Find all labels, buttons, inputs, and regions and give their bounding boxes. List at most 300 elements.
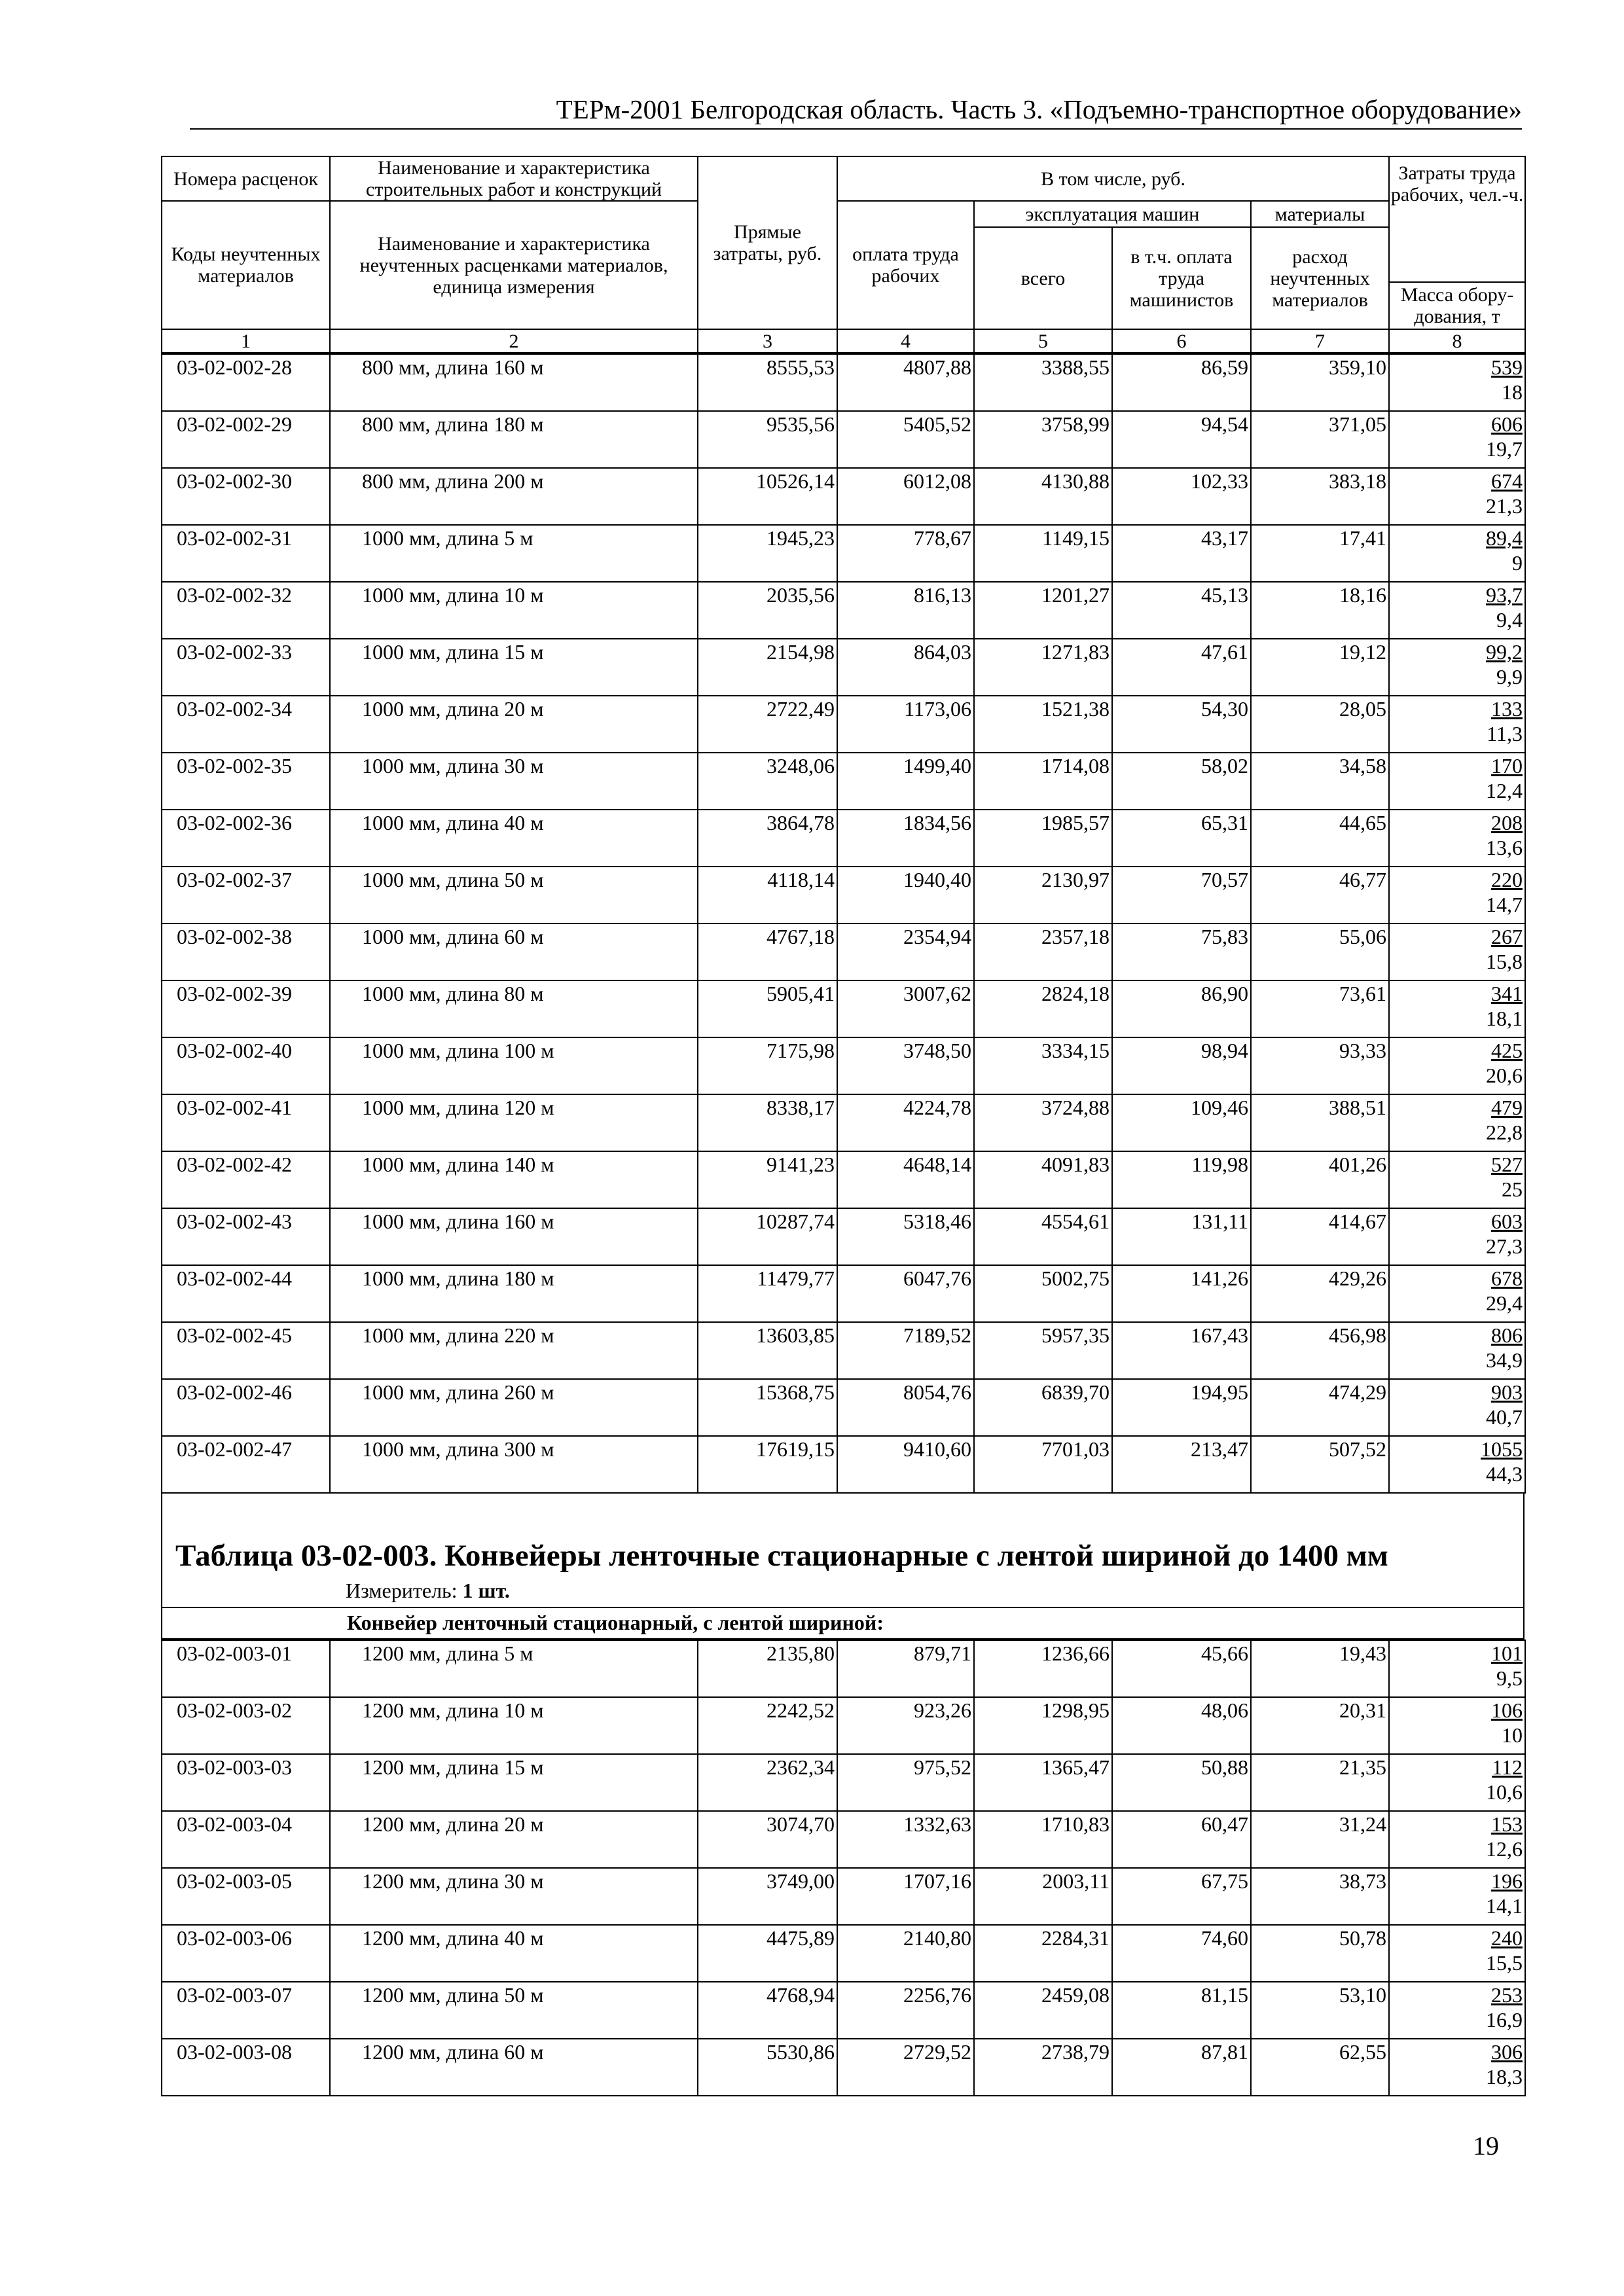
work-name: 800 мм, длина 200 м <box>330 468 698 525</box>
direct-cost: 4118,14 <box>698 867 837 924</box>
direct-cost: 8338,17 <box>698 1094 837 1151</box>
table-row <box>162 810 1525 867</box>
group-heading: Конвейер ленточный стационарный, с лентой шириной: <box>161 1607 1525 1640</box>
worker-pay: 2729,52 <box>837 2039 974 2096</box>
labor-hours: 527 <box>1491 1153 1523 1176</box>
operator-pay: 98,94 <box>1112 1037 1251 1094</box>
header-rate-numbers: Номера расценок <box>162 156 330 201</box>
equipment-mass: 13,6 <box>1486 836 1523 859</box>
worker-pay: 9410,60 <box>837 1436 974 1493</box>
labor-and-mass <box>1389 411 1525 468</box>
worker-pay: 1332,63 <box>837 1811 974 1868</box>
materials-cost: 371,05 <box>1251 411 1389 468</box>
column-number: 8 <box>1389 329 1525 353</box>
materials-cost: 20,31 <box>1251 1697 1389 1754</box>
equipment-mass: 19,7 <box>1486 437 1523 461</box>
direct-cost: 2154,98 <box>698 639 837 696</box>
labor-and-mass <box>1389 1925 1525 1982</box>
work-name: 1000 мм, длина 140 м <box>330 1151 698 1208</box>
operator-pay: 86,59 <box>1112 354 1251 411</box>
labor-and-mass <box>1389 1697 1525 1754</box>
labor-hours: 425 <box>1491 1039 1523 1062</box>
labor-and-mass <box>1389 354 1525 411</box>
worker-pay: 1707,16 <box>837 1868 974 1925</box>
unit-label: Измеритель: <box>346 1579 458 1602</box>
equipment-mass: 18,1 <box>1486 1007 1523 1030</box>
labor-hours: 93,7 <box>1486 583 1523 607</box>
header-labor-hours: Затраты труда рабочих, чел.-ч. <box>1390 162 1524 206</box>
work-name: 800 мм, длина 160 м <box>330 354 698 411</box>
equipment-mass: 16,9 <box>1486 2008 1523 2032</box>
labor-hours: 220 <box>1491 868 1523 891</box>
column-number: 3 <box>698 329 837 353</box>
machines-total: 3334,15 <box>974 1037 1112 1094</box>
labor-and-mass <box>1389 1811 1525 1868</box>
direct-cost: 8555,53 <box>698 354 837 411</box>
direct-cost: 5905,41 <box>698 980 837 1037</box>
rate-code: 03-02-003-03 <box>162 1754 330 1811</box>
operator-pay: 48,06 <box>1112 1697 1251 1754</box>
operator-pay: 70,57 <box>1112 867 1251 924</box>
machines-total: 1201,27 <box>974 582 1112 639</box>
operator-pay: 50,88 <box>1112 1754 1251 1811</box>
table-row <box>162 1208 1525 1265</box>
machines-total: 3724,88 <box>974 1094 1112 1151</box>
rates-table-03-02-003 <box>161 1640 1526 2096</box>
header-machines: эксплуатация машин <box>974 201 1251 227</box>
header-including: В том числе, руб. <box>837 156 1389 201</box>
materials-cost: 21,35 <box>1251 1754 1389 1811</box>
labor-and-mass <box>1389 867 1525 924</box>
operator-pay: 60,47 <box>1112 1811 1251 1868</box>
worker-pay: 3748,50 <box>837 1037 974 1094</box>
labor-hours: 1055 <box>1481 1437 1523 1461</box>
machines-total: 3758,99 <box>974 411 1112 468</box>
materials-cost: 359,10 <box>1251 354 1389 411</box>
labor-hours: 678 <box>1491 1266 1523 1290</box>
machines-total: 7701,03 <box>974 1436 1112 1493</box>
rate-code: 03-02-002-36 <box>162 810 330 867</box>
work-name: 1000 мм, длина 15 м <box>330 639 698 696</box>
materials-cost: 18,16 <box>1251 582 1389 639</box>
labor-and-mass <box>1389 1208 1525 1265</box>
equipment-mass: 27,3 <box>1486 1234 1523 1258</box>
table-row <box>162 1379 1525 1436</box>
operator-pay: 58,02 <box>1112 753 1251 810</box>
materials-cost: 507,52 <box>1251 1436 1389 1493</box>
materials-cost: 429,26 <box>1251 1265 1389 1322</box>
direct-cost: 2722,49 <box>698 696 837 753</box>
equipment-mass: 21,3 <box>1486 494 1523 518</box>
worker-pay: 3007,62 <box>837 980 974 1037</box>
table-row <box>162 639 1525 696</box>
work-name: 1000 мм, длина 80 м <box>330 980 698 1037</box>
machines-total: 1985,57 <box>974 810 1112 867</box>
direct-cost: 5530,86 <box>698 2039 837 2096</box>
rate-code: 03-02-002-47 <box>162 1436 330 1493</box>
rate-code: 03-02-003-06 <box>162 1925 330 1982</box>
direct-cost: 2035,56 <box>698 582 837 639</box>
table-row <box>162 1037 1525 1094</box>
labor-hours: 133 <box>1491 697 1523 721</box>
machines-total: 2284,31 <box>974 1925 1112 1982</box>
page-number: 19 <box>1473 2131 1499 2161</box>
work-name: 1000 мм, длина 260 м <box>330 1379 698 1436</box>
work-name: 1200 мм, длина 60 м <box>330 2039 698 2096</box>
operator-pay: 119,98 <box>1112 1151 1251 1208</box>
worker-pay: 1940,40 <box>837 867 974 924</box>
worker-pay: 4648,14 <box>837 1151 974 1208</box>
direct-cost: 2362,34 <box>698 1754 837 1811</box>
rates-table-03-02-002 <box>161 353 1526 1494</box>
rate-code: 03-02-003-04 <box>162 1811 330 1868</box>
machines-total: 1365,47 <box>974 1754 1112 1811</box>
table-row <box>162 1811 1525 1868</box>
header-unaccounted-materials: расход неучтенных материалов <box>1251 227 1389 329</box>
direct-cost: 9141,23 <box>698 1151 837 1208</box>
work-name: 1000 мм, длина 5 м <box>330 525 698 582</box>
labor-hours: 341 <box>1491 982 1523 1005</box>
column-number: 7 <box>1251 329 1389 353</box>
operator-pay: 141,26 <box>1112 1265 1251 1322</box>
operator-pay: 86,90 <box>1112 980 1251 1037</box>
table-row <box>162 1265 1525 1322</box>
labor-and-mass <box>1389 696 1525 753</box>
header-machines-total: всего <box>974 227 1112 329</box>
direct-cost: 1945,23 <box>698 525 837 582</box>
labor-hours: 208 <box>1491 811 1523 834</box>
work-name: 1000 мм, длина 120 м <box>330 1094 698 1151</box>
direct-cost: 3248,06 <box>698 753 837 810</box>
rate-code: 03-02-002-38 <box>162 924 330 980</box>
work-name: 1000 мм, длина 10 м <box>330 582 698 639</box>
labor-and-mass <box>1389 1094 1525 1151</box>
column-number: 4 <box>837 329 974 353</box>
materials-cost: 44,65 <box>1251 810 1389 867</box>
direct-cost: 13603,85 <box>698 1322 837 1379</box>
materials-cost: 34,58 <box>1251 753 1389 810</box>
table-title: Таблица 03-02-003. Конвейеры ленточные стационарные с лентой шириной до 1400 мм <box>175 1539 1388 1573</box>
column-number: 5 <box>974 329 1112 353</box>
equipment-mass: 15,5 <box>1486 1951 1523 1975</box>
labor-hours: 170 <box>1491 754 1523 778</box>
equipment-mass: 34,9 <box>1486 1348 1523 1372</box>
equipment-mass: 25 <box>1502 1177 1523 1201</box>
labor-hours: 153 <box>1491 1812 1523 1836</box>
labor-hours: 240 <box>1491 1926 1523 1950</box>
machines-total: 4130,88 <box>974 468 1112 525</box>
table-row <box>162 1868 1525 1925</box>
machines-total: 5002,75 <box>974 1265 1112 1322</box>
labor-hours: 89,4 <box>1486 526 1523 550</box>
machines-total: 2130,97 <box>974 867 1112 924</box>
work-name: 1000 мм, длина 220 м <box>330 1322 698 1379</box>
labor-hours: 112 <box>1492 1755 1523 1779</box>
rate-code: 03-02-002-39 <box>162 980 330 1037</box>
rate-code: 03-02-002-40 <box>162 1037 330 1094</box>
rate-code: 03-02-002-42 <box>162 1151 330 1208</box>
table-row <box>162 411 1525 468</box>
work-name: 1200 мм, длина 20 м <box>330 1811 698 1868</box>
machines-total: 4091,83 <box>974 1151 1112 1208</box>
materials-cost: 401,26 <box>1251 1151 1389 1208</box>
rate-code: 03-02-002-35 <box>162 753 330 810</box>
work-name: 1000 мм, длина 40 м <box>330 810 698 867</box>
rate-code: 03-02-002-37 <box>162 867 330 924</box>
table-caption <box>161 1494 1525 1607</box>
table-row <box>162 1436 1525 1493</box>
labor-and-mass <box>1389 639 1525 696</box>
labor-and-mass <box>1389 582 1525 639</box>
worker-pay: 864,03 <box>837 639 974 696</box>
operator-pay: 213,47 <box>1112 1436 1251 1493</box>
equipment-mass: 18 <box>1502 380 1523 404</box>
operator-pay: 74,60 <box>1112 1925 1251 1982</box>
machines-total: 2459,08 <box>974 1982 1112 2039</box>
table-row <box>162 1982 1525 2039</box>
rate-code: 03-02-002-32 <box>162 582 330 639</box>
labor-and-mass <box>1389 1640 1525 1697</box>
labor-and-mass <box>1389 1754 1525 1811</box>
work-name: 1200 мм, длина 10 м <box>330 1697 698 1754</box>
materials-cost: 55,06 <box>1251 924 1389 980</box>
work-name: 800 мм, длина 180 м <box>330 411 698 468</box>
labor-and-mass <box>1389 810 1525 867</box>
materials-cost: 456,98 <box>1251 1322 1389 1379</box>
machines-total: 1710,83 <box>974 1811 1112 1868</box>
direct-cost: 11479,77 <box>698 1265 837 1322</box>
labor-hours: 603 <box>1491 1210 1523 1233</box>
table-row <box>162 2039 1525 2096</box>
direct-cost: 7175,98 <box>698 1037 837 1094</box>
table-row <box>162 924 1525 980</box>
materials-cost: 17,41 <box>1251 525 1389 582</box>
direct-cost: 10526,14 <box>698 468 837 525</box>
operator-pay: 94,54 <box>1112 411 1251 468</box>
equipment-mass: 9,4 <box>1496 608 1523 632</box>
worker-pay: 2354,94 <box>837 924 974 980</box>
rate-code: 03-02-003-07 <box>162 1982 330 2039</box>
worker-pay: 4224,78 <box>837 1094 974 1151</box>
direct-cost: 4768,94 <box>698 1982 837 2039</box>
table-row <box>162 1697 1525 1754</box>
labor-and-mass <box>1389 525 1525 582</box>
equipment-mass: 9,9 <box>1496 665 1523 689</box>
equipment-mass: 22,8 <box>1486 1121 1523 1144</box>
labor-and-mass <box>1389 1436 1525 1493</box>
machines-total: 4554,61 <box>974 1208 1112 1265</box>
equipment-mass: 14,1 <box>1486 1894 1523 1918</box>
work-name: 1000 мм, длина 100 м <box>330 1037 698 1094</box>
equipment-mass: 18,3 <box>1486 2065 1523 2089</box>
worker-pay: 7189,52 <box>837 1322 974 1379</box>
worker-pay: 5318,46 <box>837 1208 974 1265</box>
table-row <box>162 1754 1525 1811</box>
rate-code: 03-02-002-30 <box>162 468 330 525</box>
rate-code: 03-02-002-29 <box>162 411 330 468</box>
labor-hours: 99,2 <box>1486 640 1523 664</box>
labor-and-mass <box>1389 468 1525 525</box>
materials-cost: 53,10 <box>1251 1982 1389 2039</box>
labor-and-mass <box>1389 980 1525 1037</box>
equipment-mass: 20,6 <box>1486 1064 1523 1087</box>
rate-code: 03-02-002-43 <box>162 1208 330 1265</box>
machines-total: 6839,70 <box>974 1379 1112 1436</box>
work-name: 1200 мм, длина 5 м <box>330 1640 698 1697</box>
rate-code: 03-02-002-33 <box>162 639 330 696</box>
equipment-mass: 10,6 <box>1486 1780 1523 1804</box>
equipment-mass: 15,8 <box>1486 950 1523 973</box>
operator-pay: 87,81 <box>1112 2039 1251 2096</box>
direct-cost: 4767,18 <box>698 924 837 980</box>
labor-hours: 196 <box>1491 1869 1523 1893</box>
worker-pay: 1499,40 <box>837 753 974 810</box>
rates-body-a <box>162 354 1525 1493</box>
materials-cost: 93,33 <box>1251 1037 1389 1094</box>
equipment-mass: 11,3 <box>1487 722 1523 745</box>
equipment-mass: 9 <box>1512 551 1523 575</box>
work-name: 1000 мм, длина 300 м <box>330 1436 698 1493</box>
table-row <box>162 354 1525 411</box>
machines-total: 2003,11 <box>974 1868 1112 1925</box>
column-header-table <box>161 156 1526 353</box>
header-materials: материалы <box>1251 201 1389 227</box>
rate-code: 03-02-003-08 <box>162 2039 330 2096</box>
header-labor-mass-cell <box>1389 156 1525 329</box>
equipment-mass: 14,7 <box>1486 893 1523 916</box>
materials-cost: 28,05 <box>1251 696 1389 753</box>
labor-hours: 306 <box>1491 2040 1523 2064</box>
labor-and-mass <box>1389 924 1525 980</box>
operator-pay: 67,75 <box>1112 1868 1251 1925</box>
operator-pay: 75,83 <box>1112 924 1251 980</box>
work-name: 1200 мм, длина 50 м <box>330 1982 698 2039</box>
labor-hours: 539 <box>1491 355 1523 379</box>
direct-cost: 10287,74 <box>698 1208 837 1265</box>
labor-hours: 267 <box>1491 925 1523 948</box>
equipment-mass: 12,6 <box>1486 1837 1523 1861</box>
unit-value: 1 шт. <box>462 1579 510 1602</box>
direct-cost: 2242,52 <box>698 1697 837 1754</box>
work-name: 1000 мм, длина 160 м <box>330 1208 698 1265</box>
header-operator-pay: в т.ч. оплата труда машинистов <box>1112 227 1251 329</box>
equipment-mass: 44,3 <box>1486 1462 1523 1486</box>
rate-code: 03-02-003-05 <box>162 1868 330 1925</box>
labor-hours: 253 <box>1491 1983 1523 2007</box>
header-direct-costs: Прямые затраты, руб. <box>698 156 837 329</box>
table-row <box>162 980 1525 1037</box>
operator-pay: 81,15 <box>1112 1982 1251 2039</box>
direct-cost: 3864,78 <box>698 810 837 867</box>
direct-cost: 17619,15 <box>698 1436 837 1493</box>
worker-pay: 778,67 <box>837 525 974 582</box>
column-number: 1 <box>162 329 330 353</box>
materials-cost: 19,43 <box>1251 1640 1389 1697</box>
rate-code: 03-02-003-02 <box>162 1697 330 1754</box>
rates-body-b <box>162 1640 1525 2096</box>
direct-cost: 9535,56 <box>698 411 837 468</box>
table-row <box>162 1640 1525 1697</box>
materials-cost: 73,61 <box>1251 980 1389 1037</box>
header-work-name: Наименование и характеристика строительных работ и конструкций <box>330 156 698 201</box>
worker-pay: 2256,76 <box>837 1982 974 2039</box>
direct-cost: 3074,70 <box>698 1811 837 1868</box>
labor-hours: 674 <box>1491 469 1523 493</box>
machines-total: 1521,38 <box>974 696 1112 753</box>
rates-sheet <box>161 156 1525 2096</box>
work-name: 1000 мм, длина 180 м <box>330 1265 698 1322</box>
rate-code: 03-02-002-46 <box>162 1379 330 1436</box>
operator-pay: 54,30 <box>1112 696 1251 753</box>
running-header: ТЕРм-2001 Белгородская область. Часть 3. «Подъемно-транспортное оборудование» <box>556 94 1522 124</box>
worker-pay: 816,13 <box>837 582 974 639</box>
equipment-mass: 29,4 <box>1486 1291 1523 1315</box>
labor-hours: 806 <box>1491 1323 1523 1347</box>
machines-total: 1714,08 <box>974 753 1112 810</box>
worker-pay: 975,52 <box>837 1754 974 1811</box>
work-name: 1200 мм, длина 30 м <box>330 1868 698 1925</box>
table-row <box>162 1322 1525 1379</box>
rate-code: 03-02-002-41 <box>162 1094 330 1151</box>
labor-and-mass <box>1389 1982 1525 2039</box>
materials-cost: 414,67 <box>1251 1208 1389 1265</box>
labor-hours: 606 <box>1491 412 1523 436</box>
materials-cost: 388,51 <box>1251 1094 1389 1151</box>
machines-total: 1298,95 <box>974 1697 1112 1754</box>
labor-hours: 903 <box>1491 1380 1523 1404</box>
equipment-mass: 10 <box>1502 1723 1523 1747</box>
labor-hours: 106 <box>1491 1698 1523 1722</box>
rate-code: 03-02-002-28 <box>162 354 330 411</box>
operator-pay: 65,31 <box>1112 810 1251 867</box>
labor-hours: 479 <box>1491 1096 1523 1119</box>
rate-code: 03-02-003-01 <box>162 1640 330 1697</box>
worker-pay: 1834,56 <box>837 810 974 867</box>
table-row <box>162 1151 1525 1208</box>
operator-pay: 43,17 <box>1112 525 1251 582</box>
unit-of-measure <box>346 1579 510 1603</box>
worker-pay: 2140,80 <box>837 1925 974 1982</box>
header-equipment-mass: Масса обору-дования, т <box>1390 281 1525 329</box>
materials-cost: 62,55 <box>1251 2039 1389 2096</box>
operator-pay: 194,95 <box>1112 1379 1251 1436</box>
operator-pay: 47,61 <box>1112 639 1251 696</box>
table-row <box>162 867 1525 924</box>
work-name: 1000 мм, длина 50 м <box>330 867 698 924</box>
operator-pay: 131,11 <box>1112 1208 1251 1265</box>
rate-code: 03-02-002-44 <box>162 1265 330 1322</box>
work-name: 1200 мм, длина 15 м <box>330 1754 698 1811</box>
table-row <box>162 1094 1525 1151</box>
equipment-mass: 40,7 <box>1486 1405 1523 1429</box>
operator-pay: 167,43 <box>1112 1322 1251 1379</box>
materials-cost: 38,73 <box>1251 1868 1389 1925</box>
table-row <box>162 525 1525 582</box>
machines-total: 1271,83 <box>974 639 1112 696</box>
column-number: 6 <box>1112 329 1251 353</box>
labor-and-mass <box>1389 1868 1525 1925</box>
header-material-codes: Коды неучтенных материалов <box>162 201 330 329</box>
worker-pay: 6047,76 <box>837 1265 974 1322</box>
worker-pay: 1173,06 <box>837 696 974 753</box>
worker-pay: 8054,76 <box>837 1379 974 1436</box>
machines-total: 2738,79 <box>974 2039 1112 2096</box>
worker-pay: 5405,52 <box>837 411 974 468</box>
header-material-name: Наименование и характеристика неучтенных расценками материалов, единица измерения <box>330 201 698 329</box>
direct-cost: 2135,80 <box>698 1640 837 1697</box>
column-number: 2 <box>330 329 698 353</box>
worker-pay: 4807,88 <box>837 354 974 411</box>
